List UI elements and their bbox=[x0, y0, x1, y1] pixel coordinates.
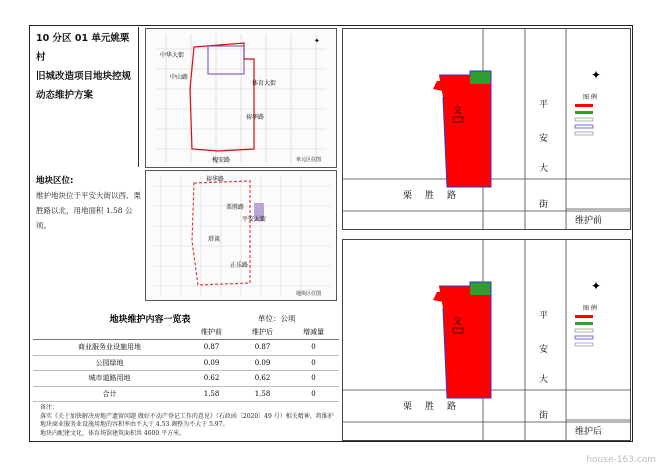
legend-title: 图 例 bbox=[583, 305, 597, 312]
plan-before-caption: 维护前 bbox=[575, 216, 603, 226]
table-row bbox=[33, 340, 339, 356]
table-cell: 0.09 bbox=[186, 355, 237, 371]
east-road-2: 安 bbox=[539, 345, 549, 355]
table-row bbox=[33, 371, 339, 387]
legend-commercial-swatch bbox=[575, 104, 593, 107]
table-cell: 城市道路用地 bbox=[33, 371, 186, 387]
south-road-2: 胜 bbox=[425, 402, 435, 412]
road-label-5: 槐安路 bbox=[212, 157, 231, 164]
legend-title: 图 例 bbox=[583, 94, 597, 101]
east-road-3: 大 bbox=[539, 164, 549, 174]
east-road-1: 平 bbox=[539, 311, 549, 321]
plan-before-svg bbox=[343, 29, 631, 230]
plan-before bbox=[342, 28, 631, 230]
table-cell: 商业服务业设施用地 bbox=[33, 340, 186, 356]
south-road-3: 路 bbox=[447, 191, 457, 201]
table-title: 地块维护内容一览表 bbox=[109, 315, 191, 325]
table-header bbox=[33, 324, 186, 340]
table-header: 增减量 bbox=[288, 324, 339, 340]
east-road-3: 大 bbox=[539, 375, 549, 385]
table-cell: 0 bbox=[288, 371, 339, 387]
south-road-3: 路 bbox=[447, 402, 457, 412]
table-header: 维护后 bbox=[237, 324, 288, 340]
site-road-4: 塔谈 bbox=[208, 236, 221, 243]
road-label-2: 中山路 bbox=[170, 74, 189, 81]
table-cell: 公园绿地 bbox=[33, 355, 186, 371]
table-cell: 0 bbox=[288, 386, 339, 402]
table-header: 维护前 bbox=[186, 324, 237, 340]
road-label-1: 中华大街 bbox=[160, 52, 185, 59]
title-line-1: 10 分区 01 单元姚栗村 bbox=[36, 33, 130, 63]
legend-green-swatch bbox=[575, 111, 593, 114]
south-road-1: 栗 bbox=[403, 191, 413, 201]
table-cell: 1.58 bbox=[237, 386, 288, 402]
table-cell: 0.62 bbox=[186, 371, 237, 387]
table-cell: 0.09 bbox=[237, 355, 288, 371]
unit-map-svg bbox=[146, 29, 337, 168]
legend-road-swatch bbox=[575, 118, 593, 121]
north-arrow-icon: ✦ bbox=[314, 37, 320, 45]
plan-after bbox=[342, 239, 631, 441]
legend-road-swatch bbox=[575, 329, 593, 332]
site-road-2: 平安大街 bbox=[242, 216, 267, 223]
map1-caption: 单元区位图 bbox=[296, 157, 322, 163]
site-road-1: 裕华路 bbox=[206, 176, 225, 183]
table-cell: 1.58 bbox=[186, 386, 237, 402]
east-road-1: 平 bbox=[539, 100, 549, 110]
plan-after-svg bbox=[343, 240, 631, 441]
table-unit: 单位：公顷 bbox=[258, 314, 296, 323]
site-location-map bbox=[145, 170, 337, 301]
watermark: house-163.com bbox=[586, 455, 656, 465]
title-line-2: 旧城改造项目地块控规 bbox=[36, 71, 132, 82]
table-cell: 合计 bbox=[33, 386, 186, 402]
map2-caption: 地块区位图 bbox=[296, 291, 322, 297]
table-header-row bbox=[33, 324, 339, 340]
table-cell: 0.62 bbox=[237, 371, 288, 387]
unit-location-map bbox=[145, 28, 337, 168]
north-arrow-icon: ✦ bbox=[591, 68, 602, 82]
location-label: 地块区位: bbox=[36, 176, 74, 186]
south-road-2: 胜 bbox=[425, 191, 435, 201]
table-row bbox=[33, 355, 339, 371]
plan-after-caption: 维护后 bbox=[575, 427, 603, 437]
site-road-3: 栗胜路 bbox=[226, 204, 245, 211]
east-road-2: 安 bbox=[539, 134, 549, 144]
table-row bbox=[33, 386, 339, 402]
north-arrow-icon: ✦ bbox=[591, 279, 602, 293]
legend-green-swatch bbox=[575, 322, 593, 325]
table-cell: 0 bbox=[288, 355, 339, 371]
site-label: 文 bbox=[453, 106, 463, 116]
road-label-4: 裕华路 bbox=[246, 114, 265, 121]
table-cell: 0 bbox=[288, 340, 339, 356]
south-road-1: 栗 bbox=[403, 402, 413, 412]
east-road-4: 街 bbox=[539, 411, 549, 421]
title-line-3: 动态维护方案 bbox=[36, 90, 94, 101]
location-text: 维护地块位于平安大街以西、栗胜路以北，用地面积 1.58 公顷。 bbox=[36, 191, 141, 230]
legend-commercial-swatch bbox=[575, 315, 593, 318]
plan-title bbox=[33, 27, 139, 167]
road-label-3: 体育大街 bbox=[252, 80, 277, 87]
table-cell: 0.87 bbox=[237, 340, 288, 356]
east-road-4: 街 bbox=[539, 200, 549, 210]
table-cell: 0.87 bbox=[186, 340, 237, 356]
site-map-svg bbox=[146, 171, 337, 301]
site-road-5: 正乐路 bbox=[230, 262, 249, 269]
note-text: 备注： 落实《关于加快解决房地产遗留问题 做好不动产登记工作的意见》（石政函〔2020〕49 号）相关精神，将维护地块商业服务业设施用地的容积率由不大于 4.53 调整为不大于 5.97。 地块内配建文化、体育场馆建筑面积共 4600 平方米。 bbox=[40, 404, 334, 437]
site-label: 文 bbox=[453, 317, 463, 327]
maintenance-table bbox=[33, 324, 339, 402]
